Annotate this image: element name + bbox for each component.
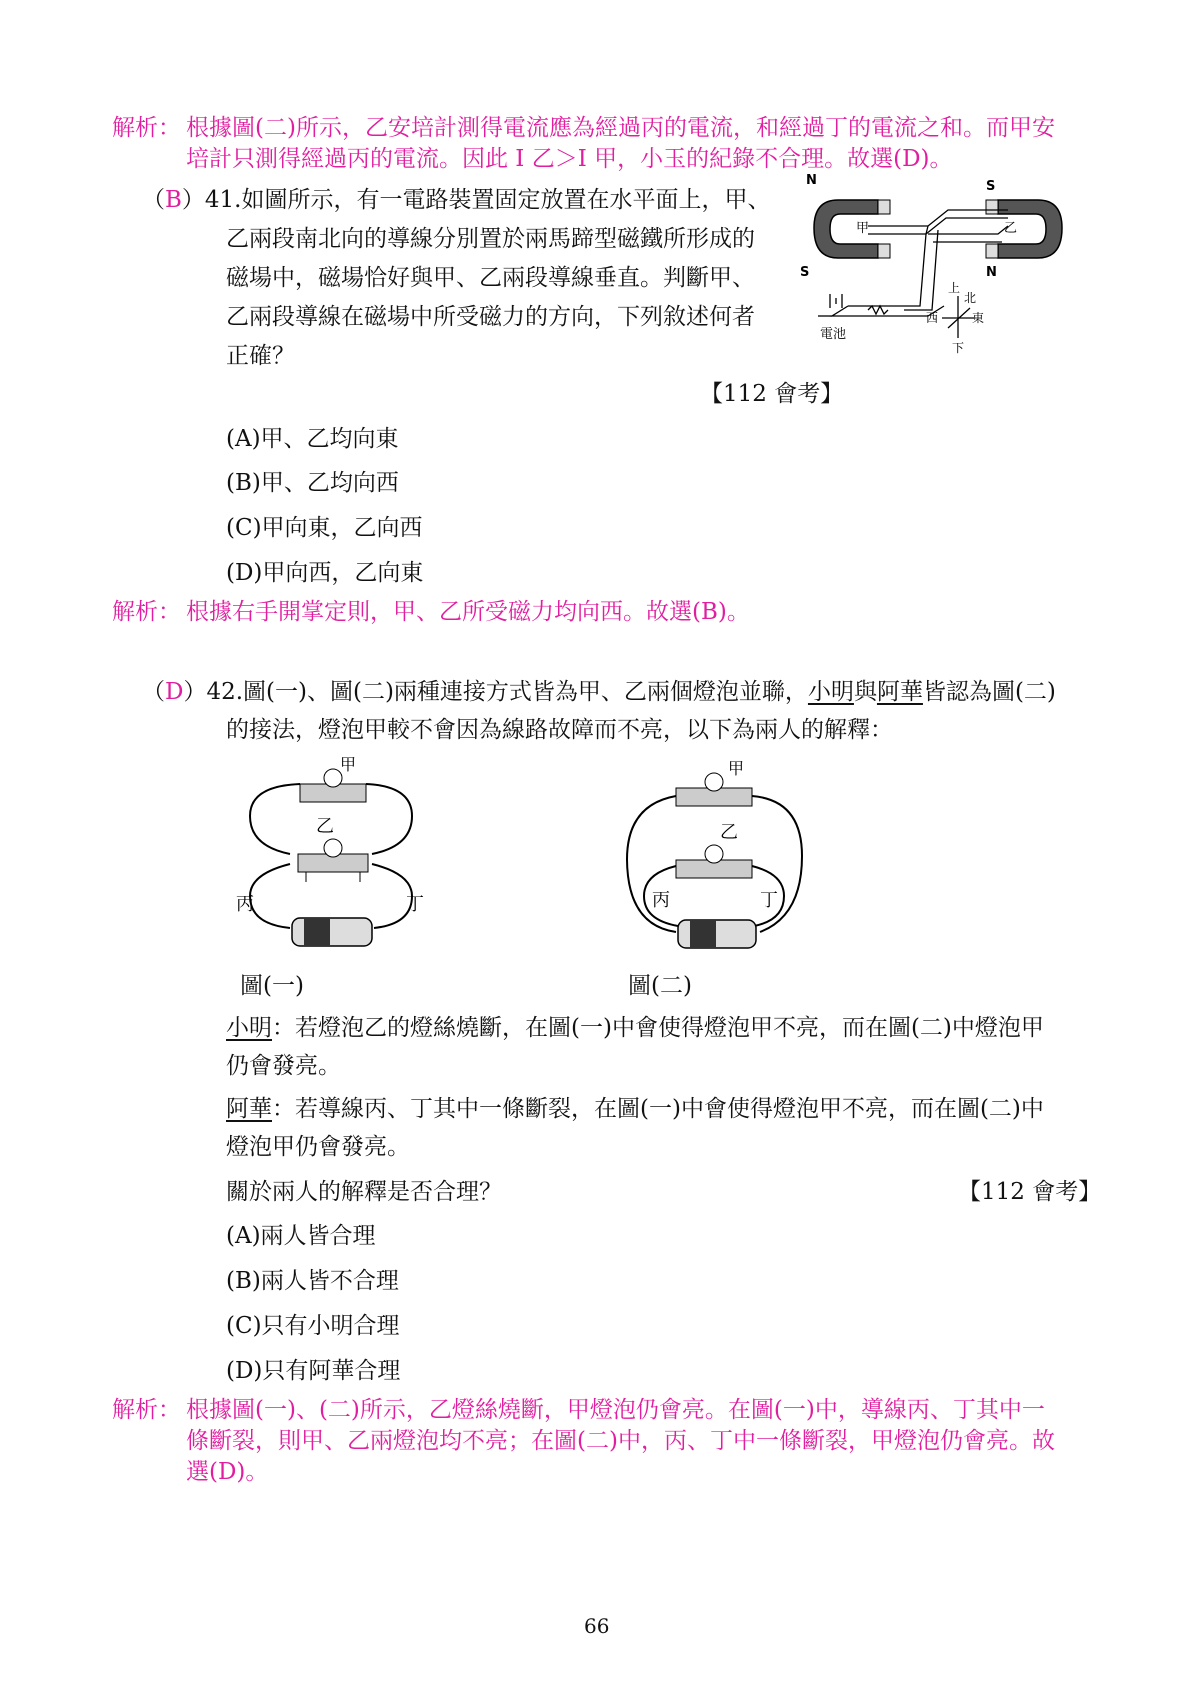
q42-line1-b: 與 <box>853 679 877 705</box>
q42-answer: D <box>165 679 184 705</box>
q42-solution-line3: 選(D)。 <box>186 1459 269 1485</box>
q42-solution-label: 解析： <box>112 1397 181 1423</box>
q42-header <box>142 676 1056 708</box>
q42-line2: 的接法，燈泡甲較不會因為線路故障而不亮，以下為兩人的解釋： <box>226 717 893 743</box>
q41-option-a: (A)甲、乙均向東 <box>226 426 399 452</box>
fig1-wire-d-label: 丁 <box>406 894 424 915</box>
q41-solution: 根據右手開掌定則，甲、乙所受磁力均向西。故選(B)。 <box>186 599 750 625</box>
q41-line: 如圖所示，有一電路裝置固定放置在水平面上，甲、 <box>241 187 771 213</box>
compass-north: 北 <box>964 291 977 305</box>
top-solution-label: 解析： <box>112 115 181 141</box>
compass-east: 東 <box>972 311 985 325</box>
claim1-name: 小明 <box>226 1015 272 1041</box>
battery-icon <box>292 918 372 946</box>
right-magnet <box>986 200 1062 258</box>
top-solution-line1: 根據圖(二)所示，乙安培計測得電流應為經過丙的電流，和經過丁的電流之和。而甲安 <box>186 115 1055 141</box>
q41-header <box>142 184 770 216</box>
page-number: 66 <box>584 1614 610 1638</box>
fig1-bulb-a-label: 甲 <box>340 755 357 774</box>
q42-number: 42. <box>206 679 244 705</box>
fig2-bulb-a-label: 甲 <box>728 759 745 778</box>
claim2-text: ：若導線丙、丁其中一條斷裂，在圖(一)中會使得燈泡甲不亮，而在圖(二)中 <box>272 1096 1044 1122</box>
claim1-line2: 仍會發亮。 <box>226 1053 341 1079</box>
q41-source: 【112 會考】 <box>700 381 844 407</box>
claim1-text: ：若燈泡乙的燈絲燒斷，在圖(一)中會使得燈泡甲不亮，而在圖(二)中燈泡甲 <box>272 1015 1044 1041</box>
circuit-figure-1 <box>236 755 430 956</box>
q41-open-paren: （ <box>142 187 165 213</box>
q41-line: 乙兩段導線在磁場中所受磁力的方向，下列敘述何者 <box>226 304 755 330</box>
q42-line1-c: 皆認為圖(二) <box>922 679 1056 705</box>
compass-down: 下 <box>952 341 965 355</box>
q41-number: 41. <box>204 187 242 213</box>
right-magnet-top-pole: S <box>986 179 996 194</box>
left-magnet-bottom-pole: S <box>800 265 810 280</box>
q41-close-paren: ） <box>181 187 205 213</box>
magnet-circuit-figure <box>800 173 1068 356</box>
q41-option-b: (B)甲、乙均向西 <box>226 470 399 496</box>
circuit-figure-2 <box>624 756 814 956</box>
q41-line: 正確？ <box>226 343 295 369</box>
q42-close-paren: ） <box>183 679 207 705</box>
compass-west: 西 <box>926 311 939 325</box>
fig2-caption: 圖(二) <box>628 973 692 999</box>
q42-solution-line1: 根據圖(一)、(二)所示，乙燈絲燒斷，甲燈泡仍會亮。在圖(一)中，導線丙、丁其中一 <box>186 1397 1045 1423</box>
q42-option-c: (C)只有小明合理 <box>226 1313 400 1339</box>
claim2 <box>226 1093 1044 1125</box>
fig2-wire-c-label: 丙 <box>652 890 670 911</box>
claim2-line2: 燈泡甲仍會發亮。 <box>226 1134 410 1160</box>
claim2-name: 阿華 <box>226 1096 272 1122</box>
battery-label: 電池 <box>820 327 847 342</box>
fig1-wire-c-label: 丙 <box>236 894 254 915</box>
left-magnet <box>814 200 890 258</box>
wire-b-label: 乙 <box>1004 221 1018 236</box>
q42-question: 關於兩人的解釋是否合理？ <box>226 1179 502 1205</box>
q41-answer: B <box>165 187 182 213</box>
battery-icon <box>678 920 756 948</box>
circuit-wires <box>818 210 1008 316</box>
q42-option-b: (B)兩人皆不合理 <box>226 1268 399 1294</box>
q41-option-c: (C)甲向東，乙向西 <box>226 515 423 541</box>
battery-icon <box>830 294 888 314</box>
q42-source: 【112 會考】 <box>958 1179 1102 1205</box>
compass-up: 上 <box>948 281 961 295</box>
right-magnet-bottom-pole: N <box>986 265 997 280</box>
bulb-a-holder <box>300 769 366 802</box>
q42-solution-line2: 條斷裂，則甲、乙兩燈泡均不亮；在圖(二)中，丙、丁中一條斷裂，甲燈泡仍會亮。故 <box>186 1428 1055 1454</box>
q42-name-ahua: 阿華 <box>876 679 923 705</box>
top-solution-line2: 培計只測得經過丙的電流。因此 I 乙＞I 甲，小玉的紀錄不合理。故選(D)。 <box>186 146 953 172</box>
fig2-wire-d-label: 丁 <box>760 890 778 911</box>
left-magnet-top-pole: N <box>806 173 817 188</box>
bulb-b-holder <box>298 839 368 882</box>
q42-name-xiaoming: 小明 <box>807 679 854 705</box>
q41-line: 乙兩段南北向的導線分別置於兩馬蹄型磁鐵所形成的 <box>226 226 755 252</box>
q41-option-d: (D)甲向西，乙向東 <box>226 560 424 586</box>
q42-line1-a: 圖(一)、圖(二)兩種連接方式皆為甲、乙兩個燈泡並聯， <box>243 679 808 705</box>
bulb-b-holder <box>676 845 752 878</box>
q42-option-d: (D)只有阿華合理 <box>226 1358 401 1384</box>
q41-line: 磁場中，磁場恰好與甲、乙兩段導線垂直。判斷甲、 <box>226 265 755 291</box>
claim1 <box>226 1012 1044 1044</box>
fig1-caption: 圖(一) <box>240 973 304 999</box>
q42-open-paren: （ <box>142 679 165 705</box>
q41-solution-label: 解析： <box>112 599 181 625</box>
wire-a-label: 甲 <box>856 221 870 236</box>
fig1-bulb-b-label: 乙 <box>316 816 334 837</box>
q42-option-a: (A)兩人皆合理 <box>226 1223 376 1249</box>
fig2-bulb-b-label: 乙 <box>720 822 738 843</box>
